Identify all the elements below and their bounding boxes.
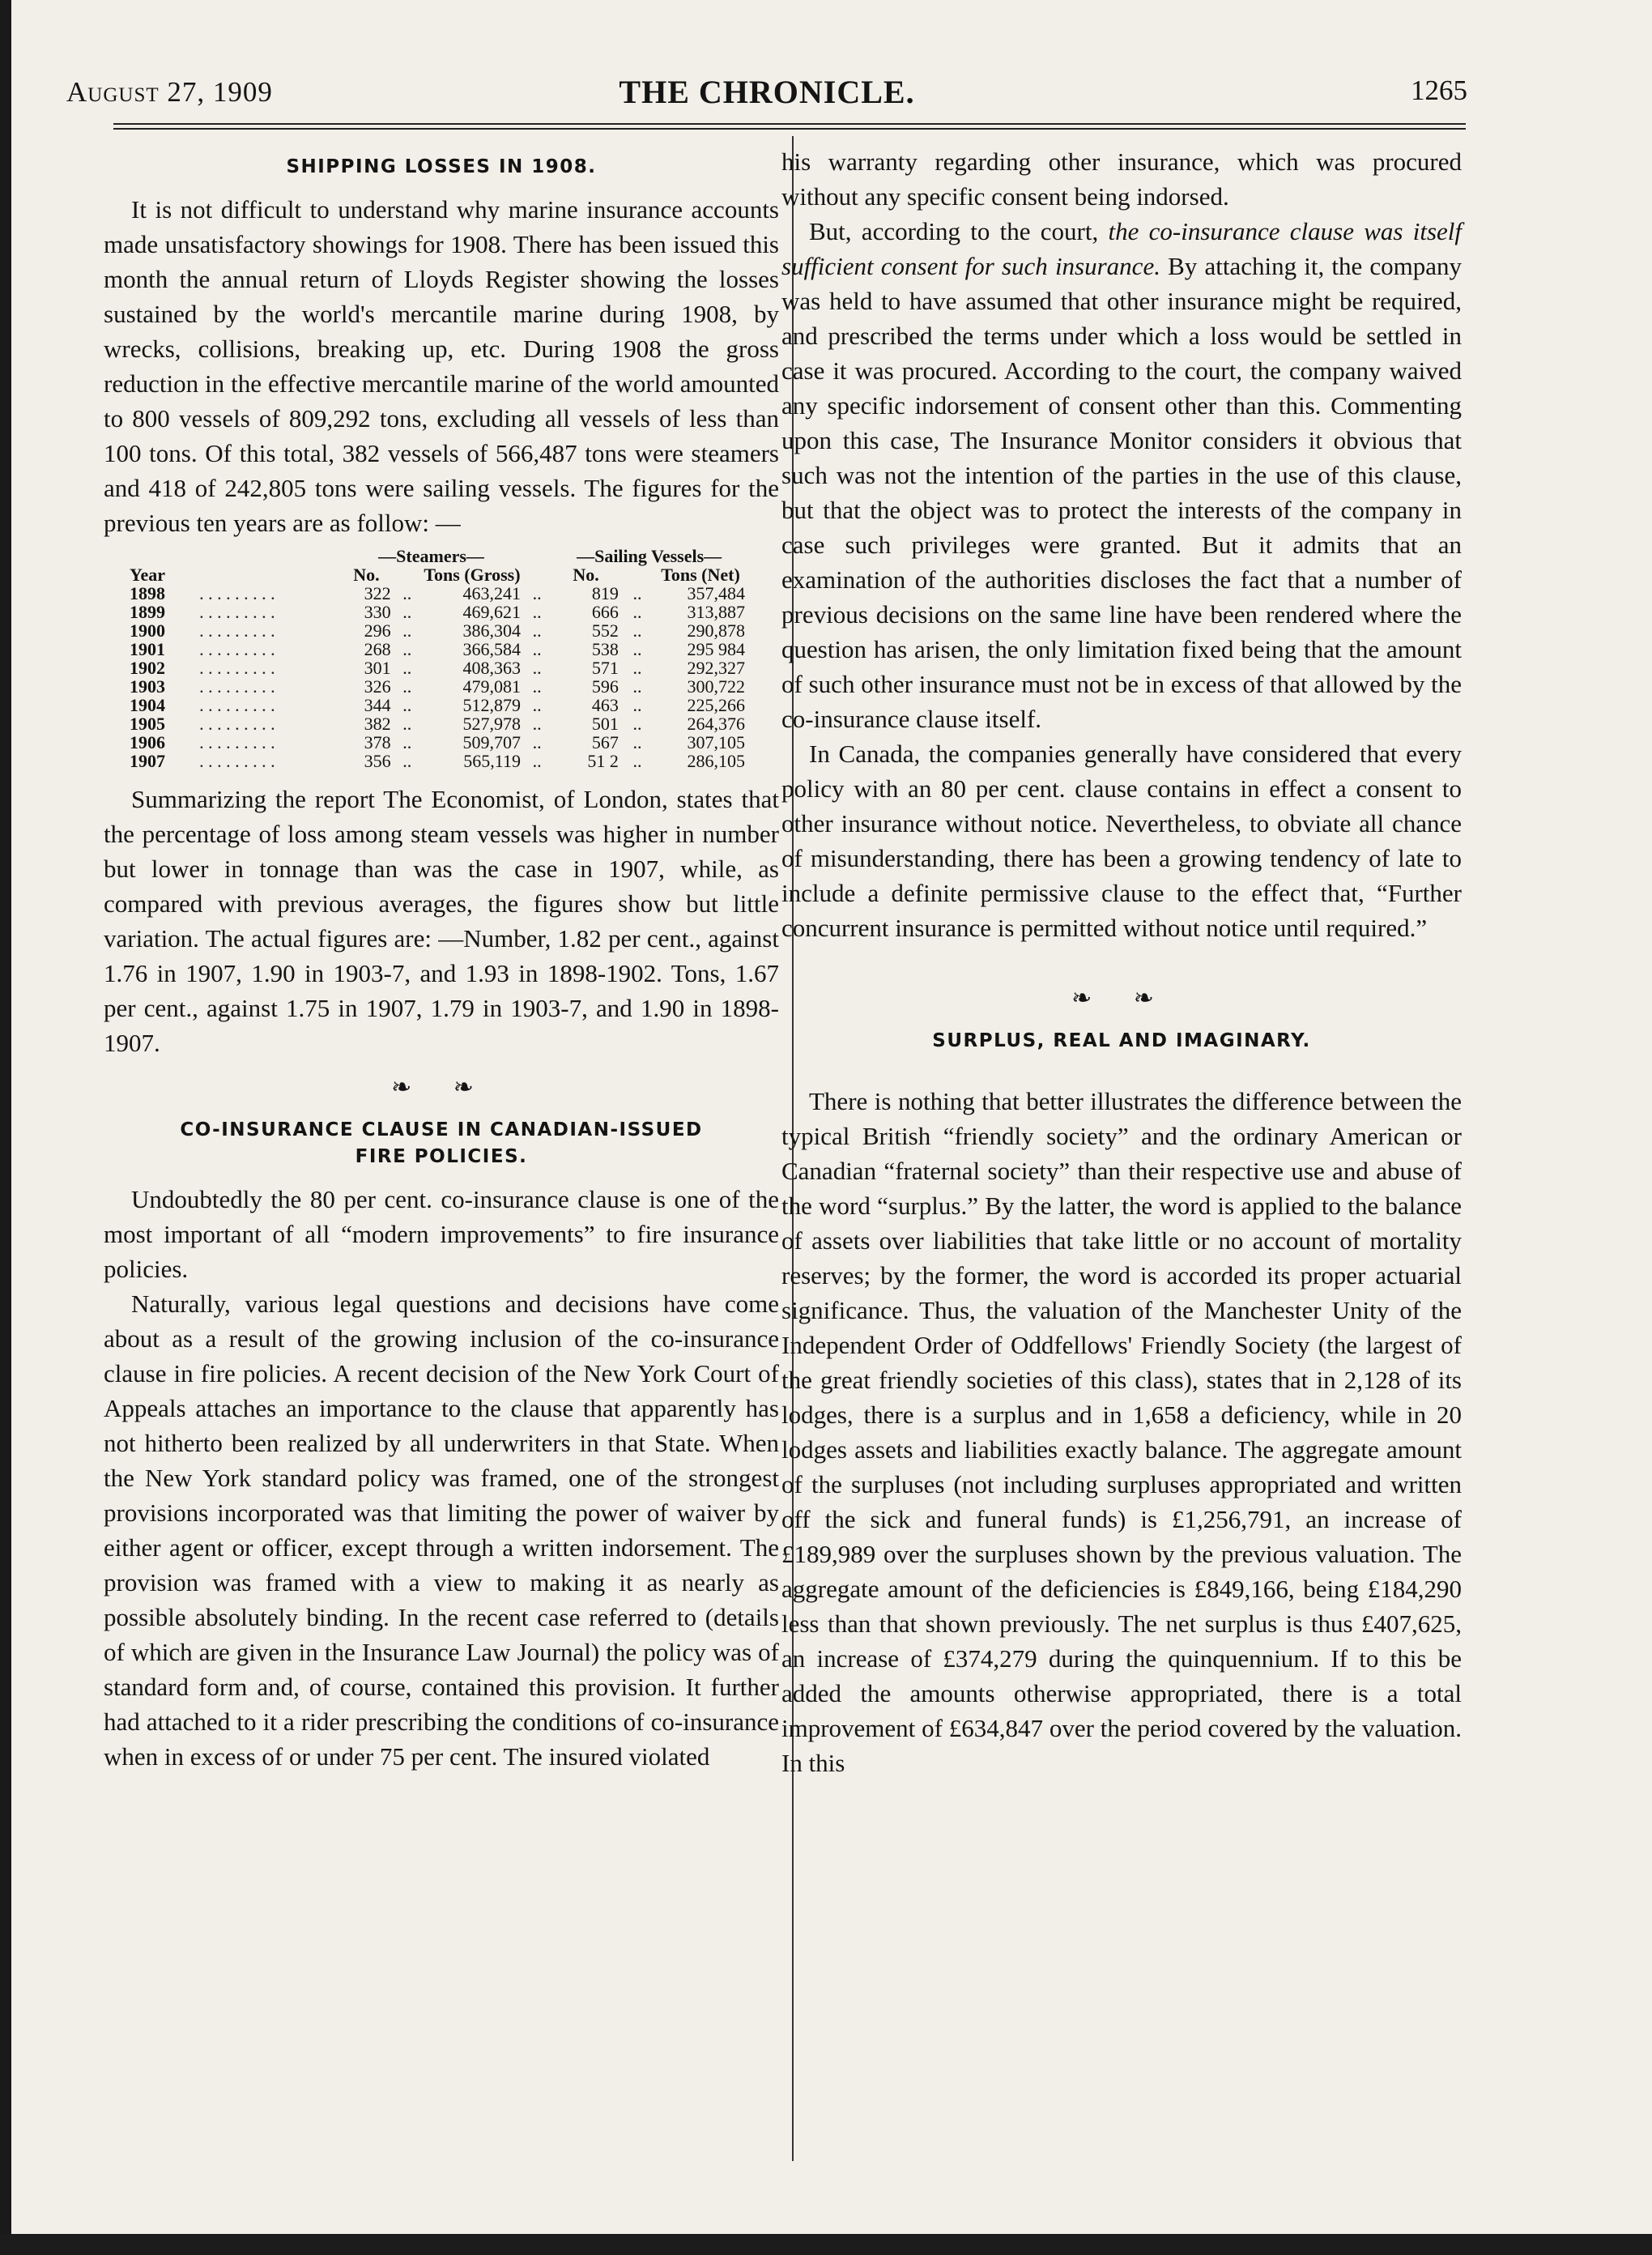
cell-sep: .. xyxy=(398,602,416,622)
cell-year: 1899 xyxy=(130,602,165,622)
article-heading-surplus: SURPLUS, REAL AND IMAGINARY. xyxy=(932,1030,1311,1051)
cell-dots: . . . . . . . . . xyxy=(194,714,275,734)
cell-steamers-tons: 408,363 xyxy=(462,658,521,678)
cell-steamers-no: 378 xyxy=(364,732,391,752)
cell-year: 1905 xyxy=(130,714,165,734)
cell-sep: .. xyxy=(398,751,416,771)
column-header-tons-gross: Tons (Gross) xyxy=(424,565,521,585)
cell-dots: . . . . . . . . . xyxy=(194,602,275,622)
article-heading-co-insurance xyxy=(104,1117,779,1170)
masthead-title: THE CHRONICLE. xyxy=(619,74,915,110)
cell-sep: .. xyxy=(628,620,646,641)
cell-sailing-tons: 295 984 xyxy=(687,639,745,659)
cell-sep: .. xyxy=(398,639,416,659)
cell-sailing-no: 51 2 xyxy=(587,751,619,771)
scan-edge-bottom xyxy=(0,2234,1652,2255)
cell-year: 1907 xyxy=(130,751,165,771)
table-row xyxy=(130,659,745,677)
cell-sailing-no: 501 xyxy=(591,714,619,734)
cell-sep: .. xyxy=(628,732,646,752)
court-text-a: But, according to the court, xyxy=(809,217,1099,245)
cell-steamers-tons: 479,081 xyxy=(462,676,521,697)
table-row xyxy=(130,752,745,770)
cell-sep: .. xyxy=(398,676,416,697)
cell-steamers-tons: 512,879 xyxy=(462,695,521,715)
court-paragraph xyxy=(781,214,1462,736)
cell-sep: .. xyxy=(628,695,646,715)
cell-sep: .. xyxy=(398,714,416,734)
shipping-paragraph-2: Summarizing the report The Economist, of London, states that the percentage of loss among steam vessels was higher in number but lower in tonnage than was the case in 1907, while, as compared with previous averages, the figures show but little variation. The actual figures are: —Number, 1.82 per cent., against 1.76 in 1907, 1.90 in 1903-7, and 1.93 in 1898-1902. Tons, 1.67 per cent., against 1.75 in 1907, 1.79 in 1903-7, and 1.90 in 1898-1907. xyxy=(104,785,779,1057)
shipping-losses-table xyxy=(130,547,745,770)
cell-steamers-no: 382 xyxy=(364,714,391,734)
cell-steamers-tons: 463,241 xyxy=(462,583,521,603)
coinsurance-paragraph-2: Naturally, various legal questions and decisions have come about as a result of the growing inclusion of the co-insurance clause in fire policies. A recent decision of the New York Court of Appeals attaches an importance to the clause that apparently has not hitherto been realized by all underwriters in that State. When the New York standard policy was framed, one of the strongest provisions incorporated was that limiting the power of waiver by either agent or officer, except through a written indorsement. The provision was framed with a view to making it as nearly as possible absolutely binding. In the recent case referred to (details of which are given in the Insurance Law Journal) the policy was of standard form and, of course, contained this provision. It further had attached to it a rider prescribing the conditions of co-insurance when in excess of or under 75 per cent. The insured violated xyxy=(104,1289,779,1771)
cell-steamers-tons: 565,119 xyxy=(463,751,521,771)
cell-sailing-tons: 307,105 xyxy=(687,732,745,752)
page-number: 1265 xyxy=(1411,75,1467,106)
cell-sep: .. xyxy=(528,639,547,659)
cell-sailing-no: 666 xyxy=(591,602,619,622)
group-header-sailing-vessels: —Sailing Vessels— xyxy=(577,546,722,566)
cell-steamers-no: 301 xyxy=(364,658,391,678)
scan-edge-left xyxy=(0,0,11,2255)
heading-line-1: CO-INSURANCE CLAUSE IN CANADIAN-ISSUED xyxy=(180,1119,703,1140)
cell-sep: .. xyxy=(628,714,646,734)
table-group-header-row xyxy=(130,547,745,565)
cell-year: 1900 xyxy=(130,620,165,641)
cell-sailing-tons: 313,887 xyxy=(687,602,745,622)
cell-steamers-tons: 386,304 xyxy=(462,620,521,641)
cell-sailing-no: 819 xyxy=(591,583,619,603)
header-rule-bottom xyxy=(113,128,1466,130)
column-header-year: Year xyxy=(130,565,165,585)
cell-sailing-tons: 286,105 xyxy=(687,751,745,771)
cell-dots: . . . . . . . . . xyxy=(194,639,275,659)
table-row xyxy=(130,696,745,714)
cell-sep: .. xyxy=(398,658,416,678)
cell-sep: .. xyxy=(398,620,416,641)
cell-steamers-tons: 509,707 xyxy=(462,732,521,752)
cell-sailing-tons: 290,878 xyxy=(687,620,745,641)
cell-dots: . . . . . . . . . xyxy=(194,732,275,752)
cell-sailing-tons: 300,722 xyxy=(687,676,745,697)
cell-dots: . . . . . . . . . xyxy=(194,751,275,771)
cell-sep: .. xyxy=(628,676,646,697)
cell-year: 1898 xyxy=(130,583,165,603)
table-row xyxy=(130,640,745,659)
cell-sep: .. xyxy=(528,714,547,734)
page-header xyxy=(66,70,1467,118)
cell-steamers-no: 322 xyxy=(364,583,391,603)
cell-sailing-no: 552 xyxy=(591,620,619,641)
group-header-steamers: —Steamers— xyxy=(378,546,484,566)
article-heading-shipping-losses: SHIPPING LOSSES IN 1908. xyxy=(286,156,597,177)
cell-sep: .. xyxy=(528,695,547,715)
cell-sep: .. xyxy=(628,602,646,622)
table-row xyxy=(130,677,745,696)
cell-year: 1903 xyxy=(130,676,165,697)
table-column-header-row xyxy=(130,565,745,584)
table-row xyxy=(130,603,745,621)
court-text-b: By attaching it, the company was held to have assumed that other insurance might be required, and prescribed the terms under which a loss would be settled in case it was procured. According to the court, the company waived any specific indorsement of consent other than this. Commenting upon this case, The Insurance Monitor considers it obvious that such was not the intention of the parties in the use of this clause, but that the object was to protect the interests of the company in case such privileges were granted. But it admits that an examination of the authorities discloses the fact that a number of previous decisions on the same line have been rendered where the question has arisen, the only limitation fixed being that the amount of such other insurance must not be in excess of that allowed by the co-insurance clause itself. xyxy=(781,252,1463,733)
cell-sailing-tons: 357,484 xyxy=(687,583,745,603)
cell-steamers-no: 356 xyxy=(364,751,391,771)
cell-sep: .. xyxy=(528,732,547,752)
heading-line-2: FIRE POLICIES. xyxy=(355,1146,528,1167)
column-header-sailing-no: No. xyxy=(573,565,599,585)
issue-date: August 27, 1909 xyxy=(66,76,273,108)
cell-sep: .. xyxy=(528,751,547,771)
cell-steamers-no: 344 xyxy=(364,695,391,715)
cell-dots: . . . . . . . . . xyxy=(194,583,275,603)
cell-steamers-no: 330 xyxy=(364,602,391,622)
cell-steamers-tons: 469,621 xyxy=(462,602,521,622)
cell-steamers-no: 296 xyxy=(364,620,391,641)
cell-dots: . . . . . . . . . xyxy=(194,695,275,715)
coinsurance-paragraph-1: Undoubtedly the 80 per cent. co-insurance clause is one of the most important of all “modern improvements” to fire insurance policies. xyxy=(104,1185,779,1283)
cell-year: 1902 xyxy=(130,658,165,678)
cell-sep: .. xyxy=(528,602,547,622)
cell-steamers-tons: 527,978 xyxy=(462,714,521,734)
cell-sep: .. xyxy=(628,639,646,659)
cell-sailing-no: 567 xyxy=(591,732,619,752)
cell-steamers-no: 268 xyxy=(364,639,391,659)
right-column xyxy=(781,144,1462,1780)
cell-year: 1906 xyxy=(130,732,165,752)
column-header-tons-net: Tons (Net) xyxy=(661,565,740,585)
cell-sailing-tons: 264,376 xyxy=(687,714,745,734)
canada-paragraph: In Canada, the companies generally have considered that every policy with an 80 per cent. clause contains in effect a consent to other insurance without notice. Nevertheless, to obviate all chance of misunderstanding, there has been a growing tendency of late to include a definite permissive clause to the effect that, “Further concurrent insurance is permitted without notice until required.” xyxy=(781,740,1462,942)
cell-sep: .. xyxy=(628,583,646,603)
cell-sep: .. xyxy=(628,658,646,678)
cell-dots: . . . . . . . . . xyxy=(194,620,275,641)
table-row xyxy=(130,621,745,640)
cell-sep: .. xyxy=(528,620,547,641)
cell-dots: . . . . . . . . . xyxy=(194,676,275,697)
table-row xyxy=(130,584,745,603)
cell-sailing-no: 596 xyxy=(591,676,619,697)
cell-sailing-tons: 292,327 xyxy=(687,658,745,678)
fleuron-ornament: ❧ ❧ xyxy=(1071,985,1172,1012)
cell-year: 1901 xyxy=(130,639,165,659)
cell-sep: .. xyxy=(528,658,547,678)
continued-paragraph: his warranty regarding other insurance, which was procured without any specific consent being indorsed. xyxy=(781,147,1462,211)
cell-steamers-no: 326 xyxy=(364,676,391,697)
table-row xyxy=(130,733,745,752)
court-text-italic: the co-insurance clause was itself sufficient consent for such insurance. xyxy=(781,217,1462,280)
header-rule-top xyxy=(113,123,1466,125)
cell-sailing-no: 571 xyxy=(591,658,619,678)
cell-sailing-no: 538 xyxy=(591,639,619,659)
cell-sep: .. xyxy=(398,583,416,603)
left-column xyxy=(104,144,779,1774)
cell-sep: .. xyxy=(628,751,646,771)
surplus-paragraph-1: There is nothing that better illustrates the difference between the typical British “friendly society” and the ordinary American or Canadian “fraternal society” than their respective use and abuse of the word “surplus.” By the latter, the word is applied to the balance of assets over liabilities that take little or no account of mortality reserves; by the former, the word is accorded its proper actuarial significance. Thus, the valuation of the Manchester Unity of the Independent Order of Oddfellows' Friendly Society (the largest of the great friendly societies of this class), states that in 2,128 of its lodges, there is a surplus and in 1,658 a deficiency, while in 20 lodges assets and liabilities exactly balance. The aggregate amount of the surpluses (not including surpluses appropriated and written off the sick and funeral funds) is £1,256,791, an increase of £189,989 over the surpluses shown by the previous valuation. The aggregate amount of the deficiencies is £849,166, being £184,290 less than that shown previously. The net surplus is thus £407,625, an increase of £374,279 during the quinquennium. If to this be added the amounts otherwise appropriated, there is a total improvement of £634,847 over the period covered by the valuation. In this xyxy=(781,1087,1462,1777)
table-row xyxy=(130,714,745,733)
cell-dots: . . . . . . . . . xyxy=(194,658,275,678)
column-header-steamers-no: No. xyxy=(353,565,380,585)
cell-year: 1904 xyxy=(130,695,165,715)
cell-sep: .. xyxy=(528,583,547,603)
cell-sep: .. xyxy=(398,732,416,752)
cell-sep: .. xyxy=(398,695,416,715)
fleuron-ornament: ❧ ❧ xyxy=(391,1074,492,1101)
shipping-paragraph-1: It is not difficult to understand why marine insurance accounts made unsatisfactory showings for 1908. There has been issued this month the annual return of Lloyds Register showing the losses sustained by the world's mercantile marine during 1908, by wrecks, collisions, breaking up, etc. During 1908 the gross reduction in the effective mercantile marine of the world amounted to 800 vessels of 809,292 tons, excluding all vessels of less than 100 tons. Of this total, 382 vessels of 566,487 tons were steamers and 418 of 242,805 tons were sailing vessels. The figures for the previous ten years are as follow: — xyxy=(104,195,779,537)
cell-sailing-tons: 225,266 xyxy=(687,695,745,715)
cell-sep: .. xyxy=(528,676,547,697)
cell-sailing-no: 463 xyxy=(591,695,619,715)
cell-steamers-tons: 366,584 xyxy=(462,639,521,659)
